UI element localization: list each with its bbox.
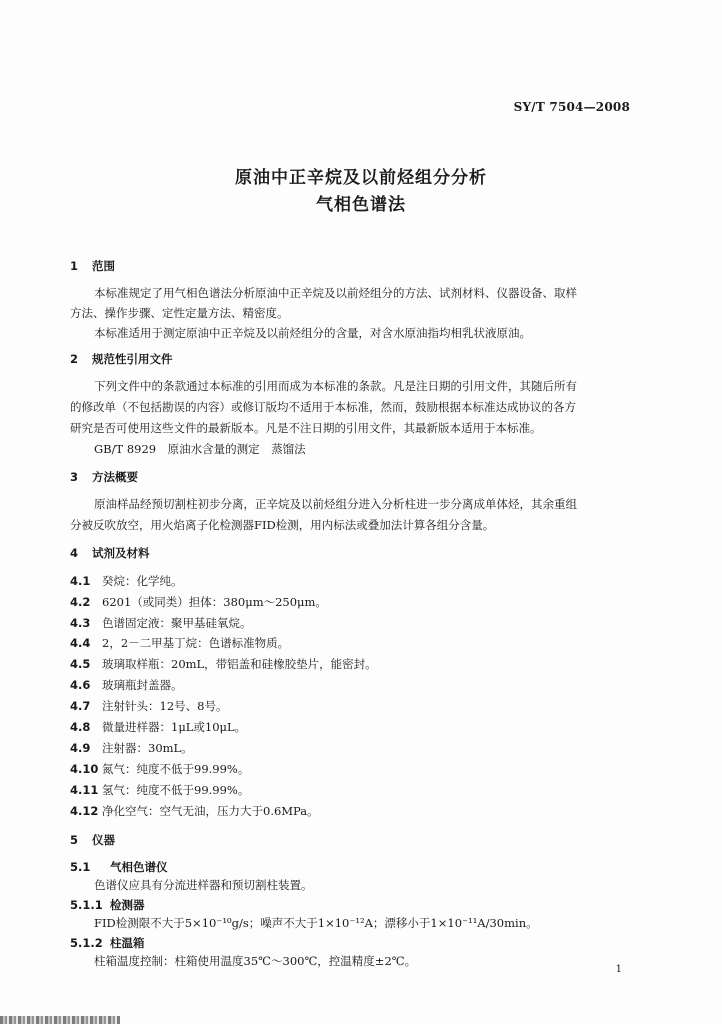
paragraph: 研究是否可使用这些文件的最新版本。凡是不注日期的引用文件，其最新版本适用于本标准。 [70, 421, 542, 435]
section-title: 方法概要 [92, 470, 138, 484]
list-item [70, 761, 249, 777]
paragraph: 下列文件中的条款通过本标准的引用而成为本标准的条款。凡是注日期的引用文件，其随后所有 [94, 379, 577, 393]
item-text: 6201（或同类）担体：380μm～250μm。 [102, 595, 327, 609]
section-title: 仪器 [92, 833, 115, 847]
paragraph: 原油样品经预切割柱初步分离，正辛烷及以前烃组分进入分析柱进一步分离成单体烃，其余重组 [94, 497, 577, 511]
item-text: 微量进样器：1μL或10μL。 [102, 720, 247, 734]
paragraph: 的修改单（不包括勘误的内容）或修订版均不适用于本标准，然而，鼓励根据本标准达成协议的各方 [70, 400, 576, 414]
item-text: 癸烷：化学纯。 [102, 574, 183, 588]
subsection-title: 检测器 [110, 898, 145, 912]
list-item [70, 782, 249, 798]
list-item [70, 719, 246, 735]
paragraph: 本标准规定了用气相色谱法分析原油中正辛烷及以前烃组分的方法、试剂材料、仪器设备、取样 [94, 286, 577, 300]
item-number: 4.6 [70, 678, 91, 692]
paragraph: 色谱仪应具有分流进样器和预切割柱装置。 [94, 878, 313, 892]
section-4-heading [70, 545, 150, 561]
item-number: 4.1 [70, 574, 91, 588]
list-item [70, 594, 327, 610]
section-title: 范围 [92, 259, 115, 273]
item-number: 4.8 [70, 720, 91, 734]
item-text: 2，2－二甲基丁烷：色谱标准物质。 [102, 636, 290, 650]
section-title: 规范性引用文件 [92, 352, 173, 366]
item-number: 4.11 [70, 783, 99, 797]
item-text: 氮气：纯度不低于99.99%。 [102, 762, 250, 776]
section-5-heading [70, 832, 115, 848]
subsection-number: 5.1.1 [70, 898, 103, 912]
item-text: 注射器：30mL。 [102, 741, 193, 755]
section-number: 2 [70, 352, 79, 366]
subsection-heading [70, 897, 145, 913]
standard-code: SY/T 7504—2008 [513, 100, 630, 114]
list-item [70, 698, 227, 714]
paragraph: FID检测限不大于5×10⁻¹⁰g/s；噪声不大于1×10⁻¹²A；漂移小于1×10⁻¹¹A/30min。 [94, 916, 538, 930]
subsection-heading [70, 935, 145, 951]
list-item [70, 573, 183, 589]
item-number: 4.9 [70, 741, 91, 755]
item-text: 净化空气：空气无油，压力大于0.6MPa。 [102, 804, 319, 818]
item-text: 玻璃瓶封盖器。 [102, 678, 183, 692]
item-number: 4.12 [70, 804, 99, 818]
item-number: 4.2 [70, 595, 91, 609]
section-1-heading [70, 258, 115, 274]
document-title: 原油中正辛烷及以前烃组分分析 [235, 168, 487, 188]
subsection-title: 柱温箱 [110, 936, 145, 950]
paragraph: 本标准适用于测定原油中正辛烷及以前烃组分的含量，对含水原油指均相乳状液原油。 [94, 326, 531, 340]
section-2-heading [70, 351, 173, 367]
paragraph: 柱箱温度控制：柱箱使用温度35℃～300℃，控温精度±2℃。 [94, 954, 417, 968]
list-item [70, 740, 193, 756]
item-number: 4.4 [70, 636, 91, 650]
item-text: 玻璃取样瓶：20mL，带铝盖和硅橡胶垫片，能密封。 [102, 657, 377, 671]
subsection-number: 5.1 [70, 860, 91, 874]
section-title: 试剂及材料 [92, 546, 150, 560]
list-item [70, 615, 252, 631]
list-item [70, 803, 319, 819]
item-text: 色谱固定液：聚甲基硅氧烷。 [102, 616, 252, 630]
section-number: 3 [70, 470, 79, 484]
list-item [70, 635, 289, 651]
subsection-title: 气相色谱仪 [110, 860, 168, 874]
item-number: 4.10 [70, 762, 99, 776]
item-text: 注射针头：12号、8号。 [102, 699, 228, 713]
item-text: 氢气：纯度不低于99.99%。 [102, 783, 250, 797]
subsection-heading [70, 859, 168, 875]
item-number: 4.5 [70, 657, 91, 671]
section-3-heading [70, 469, 138, 485]
section-number: 5 [70, 833, 79, 847]
section-number: 4 [70, 546, 79, 560]
subsection-number: 5.1.2 [70, 936, 103, 950]
item-number: 4.3 [70, 616, 91, 630]
paragraph: 分被反吹放空，用火焰离子化检测器FID检测，用内标法或叠加法计算各组分含量。 [70, 518, 495, 532]
list-item [70, 656, 377, 672]
paragraph: 方法、操作步骤、定性定量方法、精密度。 [70, 306, 289, 320]
document-subtitle: 气相色谱法 [316, 195, 406, 215]
section-number: 1 [70, 259, 79, 273]
scan-artifact [0, 1016, 120, 1024]
page-number: 1 [615, 964, 622, 975]
normative-reference: GB/T 8929 原油水含量的测定 蒸馏法 [94, 442, 306, 456]
list-item [70, 677, 183, 693]
item-number: 4.7 [70, 699, 91, 713]
